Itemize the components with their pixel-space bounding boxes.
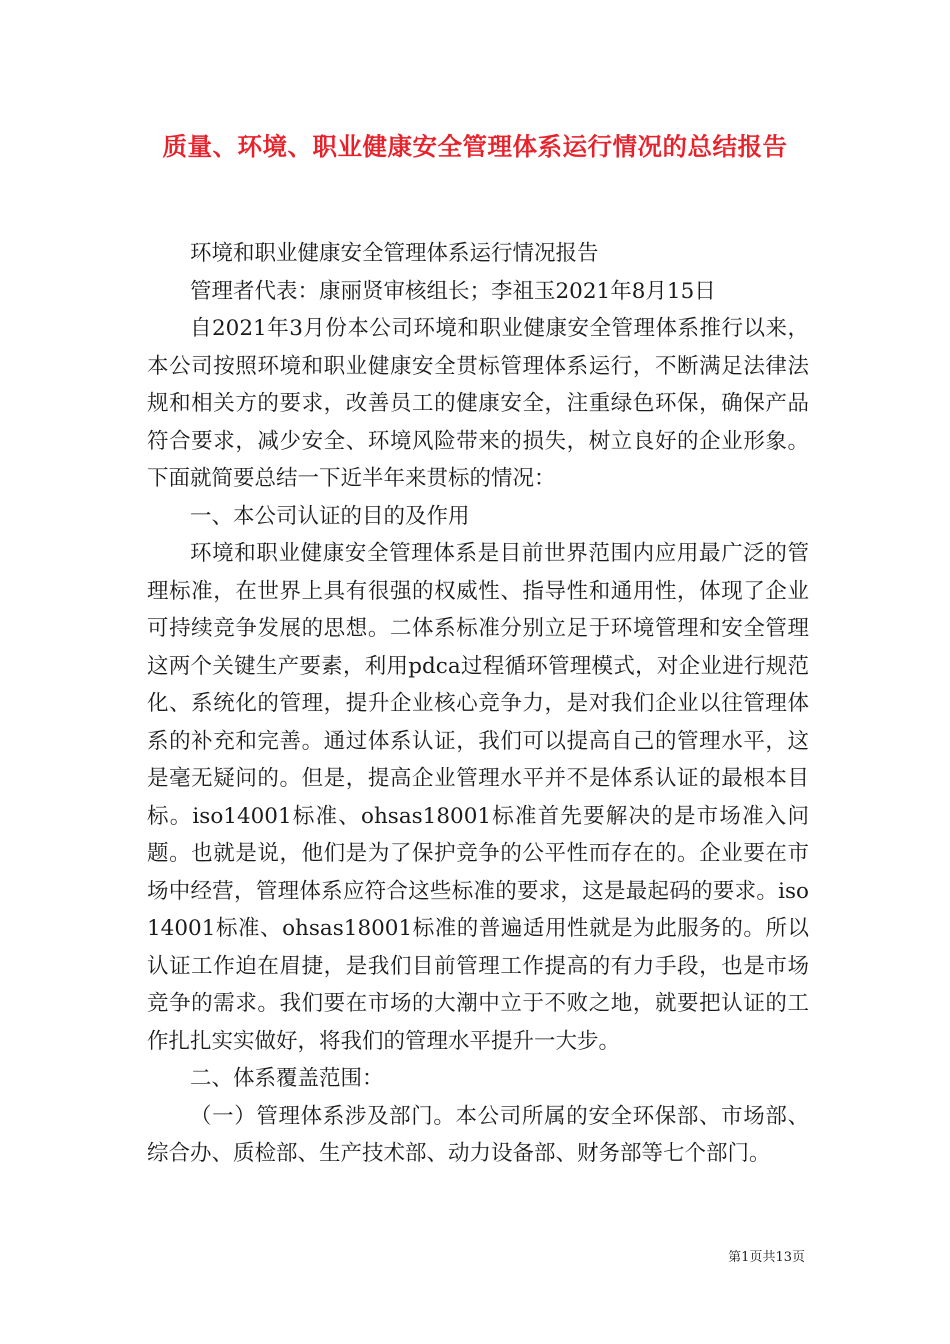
intro-paragraph: 自2021年3月份本公司环境和职业健康安全管理体系推行以来，本公司按照环境和职业健康安全贯标管理体系运行，不断满足法律法规和相关方的要求，改善员工的健康安全，注重绿色环保，确保产品符合要求，减少安全、环境风险带来的损失，树立良好的企业形象。下面就简要总结一下近半年来贯标的情况： (147, 316, 809, 491)
section-2-paragraph: （一）管理体系涉及部门。本公司所属的安全环保部、市场部、综合办、质检部、生产技术部、动力设备部、财务部等七个部门。 (147, 1103, 809, 1166)
section-1-paragraph: 环境和职业健康安全管理体系是目前世界范围内应用最广泛的管理标准，在世界上具有很强的权威性、指导性和通用性，体现了企业可持续竞争发展的思想。二体系标准分别立足于环境管理和安全管理这两个关键生产要素，利用pdca过程循环管理模式，对企业进行规范化、系统化的管理，提升企业核心竞争力，是对我们企业以往管理体系的补充和完善。通过体系认证，我们可以提高自己的管理水平，这是毫无疑问的。但是，提高企业管理水平并不是体系认证的最根本目标。iso14001标准、ohsas18001标准首先要解决的是市场准入问题。也就是说，他们是为了保护竞争的公平性而存在的。企业要在市场中经营，管理体系应符合这些标准的要求，这是最起码的要求。iso14001标准、ohsas18001标准的普遍适用性就是为此服务的。所以认证工作迫在眉捷，是我们目前管理工作提高的有力手段，也是市场竞争的需求。我们要在市场的大潮中立于不败之地，就要把认证的工作扎扎实实做好，将我们的管理水平提升一大步。 (147, 541, 809, 1054)
section-heading-2: 二、体系覆盖范围： (190, 1066, 384, 1091)
document-body (147, 235, 809, 1173)
report-subtitle: 环境和职业健康安全管理体系运行情况报告 (190, 241, 599, 266)
management-representative-line: 管理者代表：康丽贤审核组长；李祖玉2021年8月15日 (190, 278, 716, 304)
page-number: 第1页共13页 (728, 1250, 805, 1265)
section-heading-1: 一、本公司认证的目的及作用 (190, 503, 470, 529)
document-title: 质量、环境、职业健康安全管理体系运行情况的总结报告 (162, 132, 788, 161)
